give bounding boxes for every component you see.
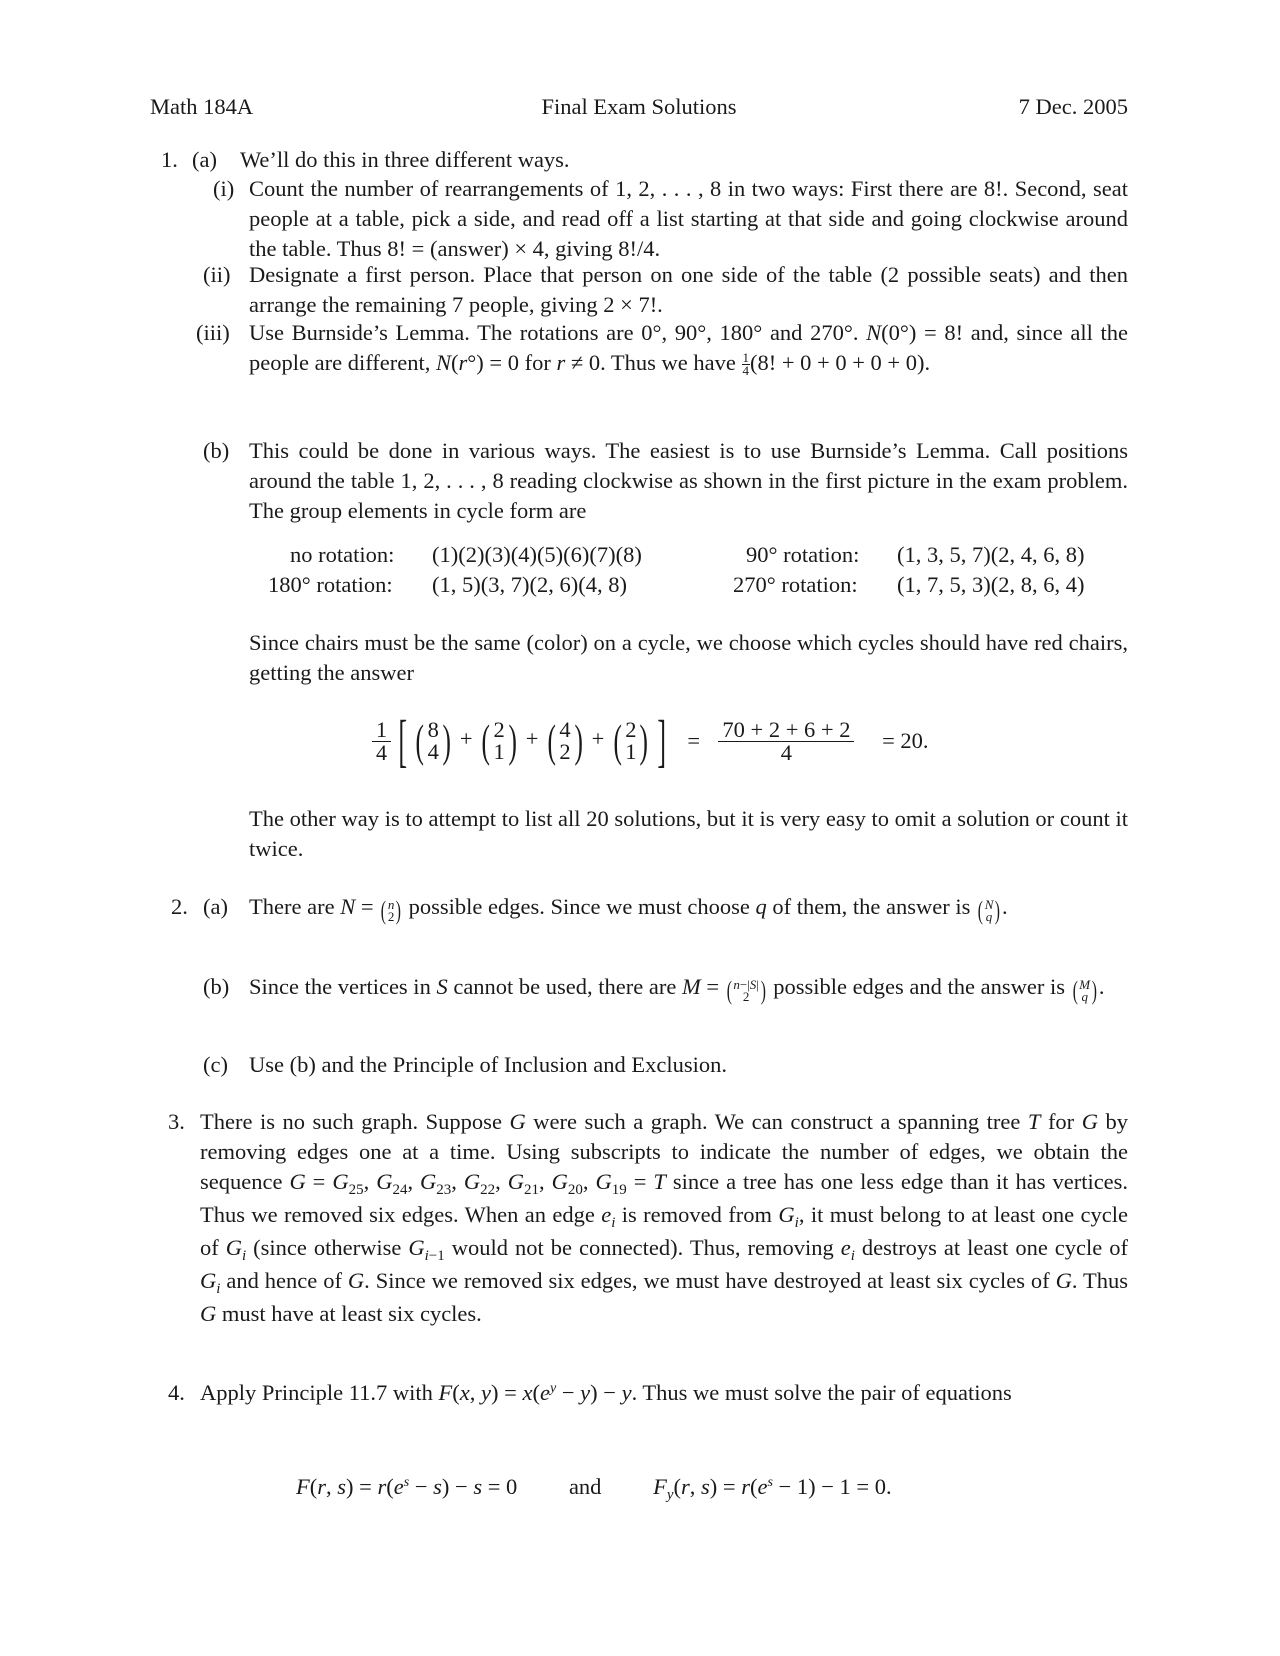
part-a-text: There are N = ( n 2 ) possible edges. Since we must choose q of them, the answer is ( N q ). <box>249 894 1008 925</box>
formula-numerator: 70 + 2 + 6 + 2 <box>718 719 854 742</box>
part-label: (b) <box>203 974 230 999</box>
part-b-text: This could be done in various ways. The easiest is to use Burnside’s Lemma. Call positions around the table 1, 2, . . . , 8 reading clockwise as shown in the first picture in the exam problem. The group elements in cycle form are <box>249 438 1128 523</box>
subpart-ii-text: Designate a first person. Place that person on one side of the table (2 possible seats) and then arrange the remaining 7 people, giving 2 × 7!. <box>249 262 1128 317</box>
burnside-formula: $\frac{1}{4}$ [ ( 8 4 ) + ( 2 1 ) + ( 4 2 ) + ( 2 1 ) ] = $\frac{70 + 2 + 6 + 2}{4}$ = 20. <box>370 712 1070 782</box>
problem-number: 1. <box>161 147 178 172</box>
course-name: Math 184A <box>150 94 254 119</box>
exam-date: 7 Dec. 2005 <box>1018 94 1128 119</box>
problem-4-text: Apply Principle 11.7 with F(x, $y) = x(e^y - y) - y$. Thus we must solve the pair of equations <box>200 1380 1012 1405</box>
rotation-cycles: (1, 3, 5, 7)(2, 4, 6, 8) <box>897 542 1085 567</box>
subpart-label: (i) <box>213 176 235 201</box>
subpart-iii-text: Use Burnside’s Lemma. The rotations are 0°, 90°, 180° and 270°. N(0°) = 8! and, since all the people are different, N(r°) = 0 for r ≠ 0. Thus we have $\frac{1}{4}$ (8! + 0 + 0 + 0 + 0). <box>249 320 1129 379</box>
rotation-label: no rotation: <box>290 542 395 567</box>
equation-F: F(r, $s) = r(e^s - s) - s = 0$ <box>296 1474 518 1499</box>
problem-number: 3. <box>168 1109 185 1134</box>
part-b-text: Since the vertices in S cannot be used, there are M = ( n−|S| 2 ) possible edges and the answer is ( M q ). <box>249 974 1105 1005</box>
problem-3-text: There is no such graph. Suppose G were such a graph. We can construct a spanning tree T for G by removing edges one at a time. Using subscripts to indicate the number of edges, we obtain the sequence $G = G_{25}$, $G_{24}$, $G_{23}$, $G_{22}$, $G_{21}$, $G_{20}$, $G_{19} = T$ since a tree has one less edge than it has vertices. Thus we removed six edges. When an edge $e_i$ is removed from $G_i$, it must belong to at least one cycle of $G_i$ (since otherwise $G_{i-1}$ would not be connected). Thus, removing $e_i$ destroys at least one cycle of $G_i$ and hence of G. Since we removed six edges, we must have destroyed at least six cycles of G. Thus G must have at least six cycles. <box>200 1109 1129 1326</box>
formula-denominator: 4 <box>780 739 793 765</box>
rotation-label: 90° rotation: <box>746 542 860 567</box>
subpart-label: (iii) <box>196 320 230 345</box>
document-title: Final Exam Solutions <box>541 94 737 119</box>
part-label: (a) <box>192 147 217 172</box>
part-label: (a) <box>203 894 228 919</box>
equation-Fy: $F_y(r$, $s) = r(e^s - 1) - 1 = 0$. <box>653 1474 892 1503</box>
part-b-continuation: Since chairs must be the same (color) on a cycle, we choose which cycles should have red chairs, getting the answer <box>249 630 1128 685</box>
page-header <box>150 92 1128 124</box>
part-c-text: Use (b) and the Principle of Inclusion and Exclusion. <box>249 1052 728 1077</box>
part-label: (b) <box>203 438 230 463</box>
subpart-i-text: Count the number of rearrangements of 1, 2, . . . , 8 in two ways: First there are 8!. Second, seat people at a table, pick a side, and read off a list starting at that side and going clockwise around the table. Thus 8! = (answer) × 4, giving 8!/4. <box>249 176 1128 261</box>
part-b-closing: The other way is to attempt to list all 20 solutions, but it is very easy to omit a solution or count it twice. <box>249 806 1128 861</box>
rotation-cycles: (1)(2)(3)(4)(5)(6)(7)(8) <box>432 542 642 567</box>
rotation-cycles: (1, 7, 5, 3)(2, 8, 6, 4) <box>897 572 1085 597</box>
rotation-cycles: (1, 5)(3, 7)(2, 6)(4, 8) <box>432 572 627 597</box>
rotation-label: 180° rotation: <box>268 572 393 597</box>
rotation-label: 270° rotation: <box>733 572 858 597</box>
part-a-intro: We’ll do this in three different ways. <box>240 147 570 172</box>
equation-connector: and <box>568 1474 602 1499</box>
part-label: (c) <box>203 1052 228 1077</box>
problem-number: 2. <box>171 894 188 919</box>
formula-result: = 20. <box>882 728 929 753</box>
subpart-label: (ii) <box>203 262 231 287</box>
equation-pair <box>296 1472 1096 1506</box>
problem-number: 4. <box>168 1380 185 1405</box>
